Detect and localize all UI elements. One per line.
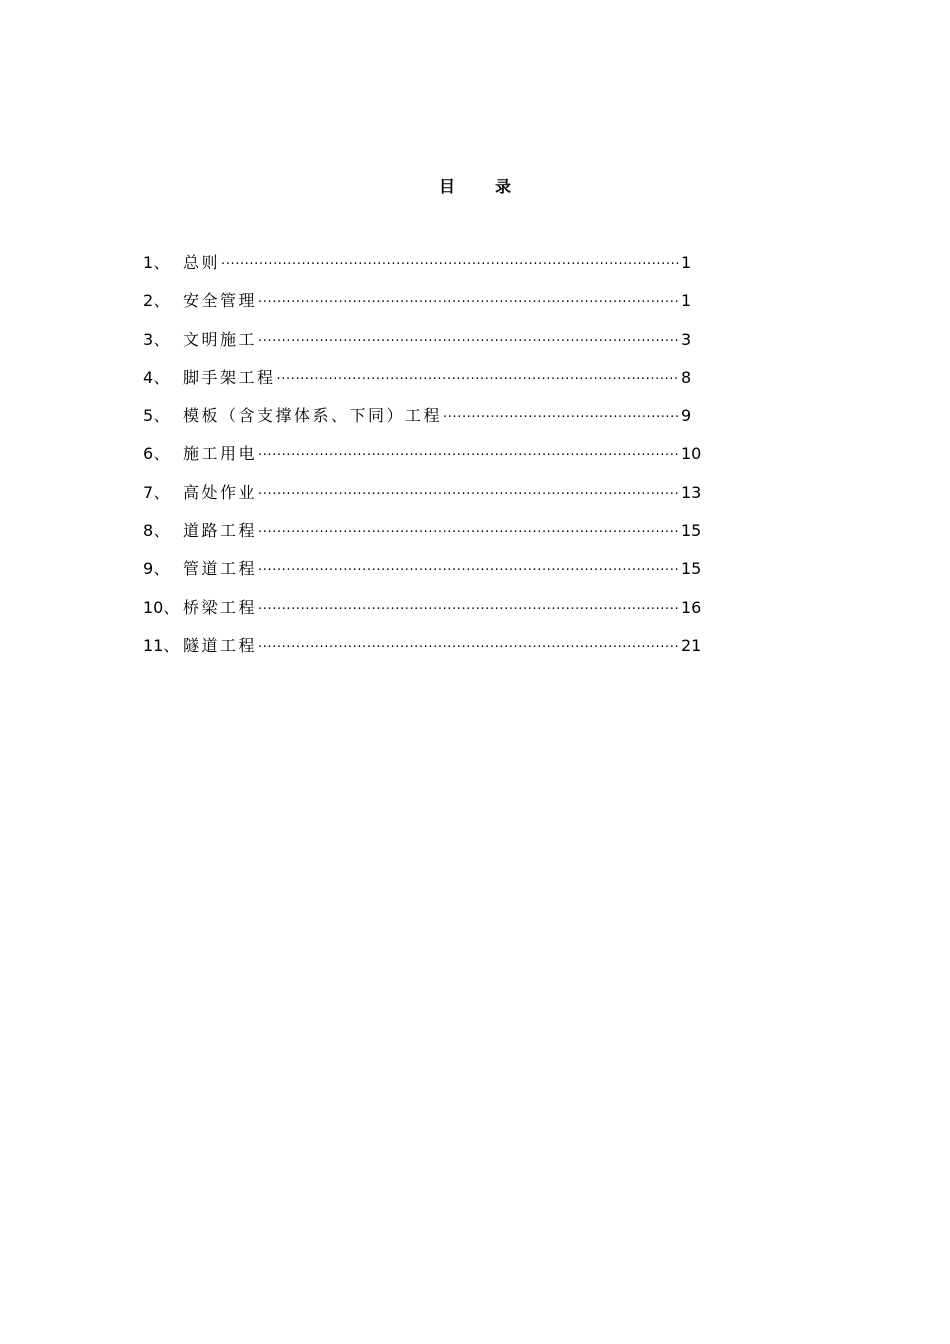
toc-entry-label: 总则 [183, 253, 221, 272]
toc-leader-dots [258, 520, 680, 544]
toc-list [143, 252, 703, 673]
toc-entry-number: 11、 [143, 635, 180, 655]
toc-entry-label: 脚手架工程 [183, 367, 276, 387]
toc-entry[interactable] [143, 329, 703, 367]
toc-leader-dots [258, 290, 680, 314]
toc-leader-dots [443, 405, 680, 429]
toc-entry-number: 9、 [143, 559, 171, 579]
toc-entry[interactable] [143, 558, 703, 596]
toc-entry-label: 管道工程 [183, 559, 258, 579]
toc-entry-number: 5、 [143, 406, 171, 426]
toc-leader-dots [258, 482, 680, 506]
toc-entry-label: 安全管理 [183, 291, 258, 311]
toc-entry[interactable] [143, 482, 703, 520]
toc-leader-dots [221, 252, 680, 276]
toc-leader-dots [258, 635, 680, 659]
toc-entry-label: 桥梁工程 [183, 597, 258, 617]
toc-entry-page: 9 [681, 406, 692, 426]
toc-entry-page: 1 [681, 291, 692, 311]
toc-entry-number: 1、 [143, 253, 171, 272]
toc-entry[interactable] [143, 635, 703, 673]
toc-entry-number: 2、 [143, 291, 171, 311]
toc-entry-label: 高处作业 [183, 482, 258, 502]
toc-entry[interactable] [143, 290, 703, 328]
toc-entry[interactable] [143, 443, 703, 481]
toc-entry[interactable] [143, 252, 703, 290]
toc-entry-page: 8 [681, 367, 692, 387]
toc-entry-page: 1 [681, 253, 692, 272]
toc-entry[interactable] [143, 520, 703, 558]
toc-entry-number: 10、 [143, 597, 180, 617]
toc-entry-label: 施工用电 [183, 444, 258, 464]
toc-entry-page: 15 [681, 559, 702, 579]
toc-entry[interactable] [143, 405, 703, 443]
toc-entry-number: 8、 [143, 521, 171, 541]
toc-entry-page: 13 [681, 482, 702, 502]
toc-entry-page: 16 [681, 597, 702, 617]
toc-entry-number: 7、 [143, 482, 171, 502]
toc-entry-label: 文明施工 [183, 329, 258, 349]
toc-leader-dots [258, 597, 680, 621]
toc-entry-number: 3、 [143, 329, 171, 349]
toc-entry-page: 10 [681, 444, 702, 464]
toc-entry[interactable] [143, 367, 703, 405]
toc-entry-label: 道路工程 [183, 521, 258, 541]
toc-entry-number: 4、 [143, 367, 171, 387]
toc-leader-dots [258, 329, 680, 353]
toc-title: 目录 [438, 177, 551, 196]
toc-entry-label: 隧道工程 [183, 635, 258, 655]
toc-leader-dots [258, 558, 680, 582]
toc-leader-dots [258, 443, 680, 467]
toc-entry[interactable] [143, 597, 703, 635]
toc-entry-label: 模板（含支撑体系、下同）工程 [183, 406, 443, 426]
toc-entry-page: 3 [681, 329, 692, 349]
toc-leader-dots [277, 367, 680, 391]
toc-entry-number: 6、 [143, 444, 171, 464]
toc-entry-page: 15 [681, 521, 702, 541]
toc-entry-page: 21 [681, 635, 702, 655]
